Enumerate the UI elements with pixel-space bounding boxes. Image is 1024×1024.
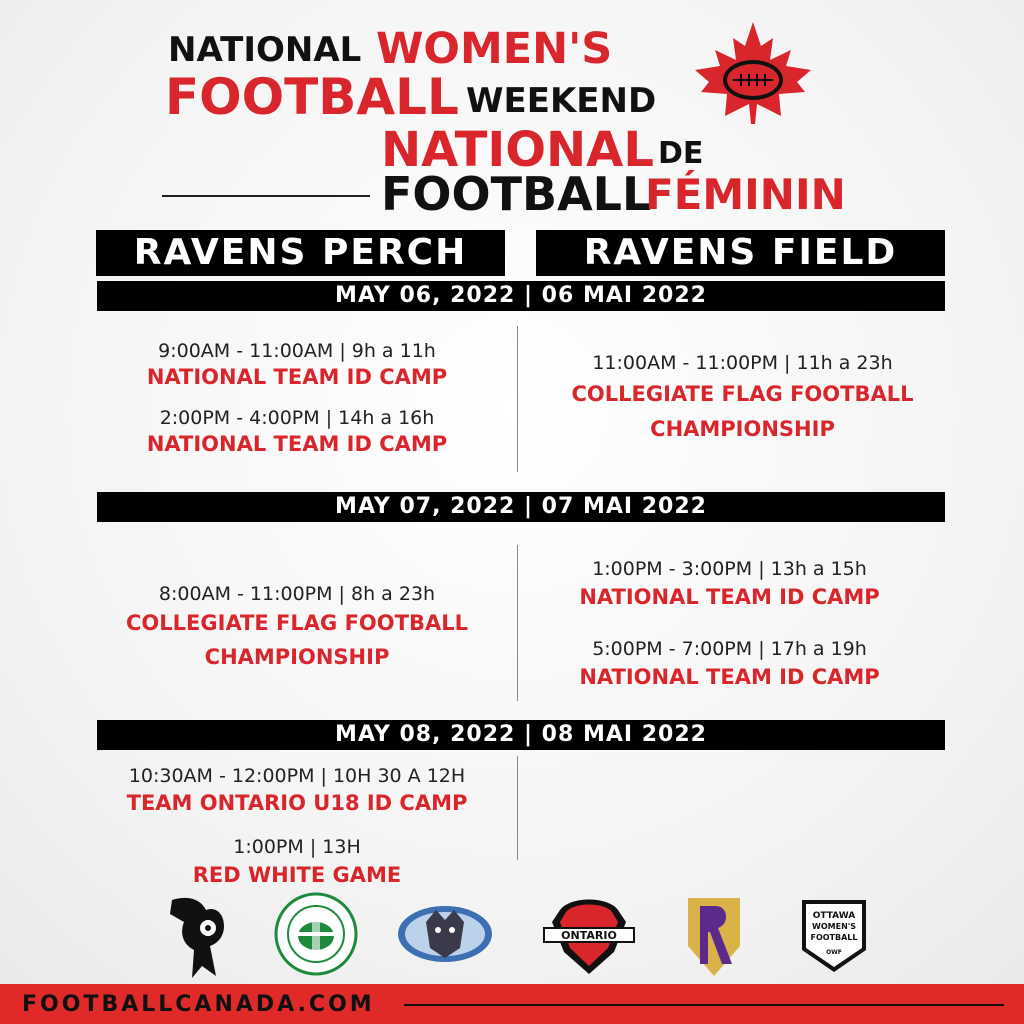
svg-text:WOMEN'S: WOMEN'S bbox=[812, 922, 856, 931]
column-divider bbox=[517, 756, 518, 860]
title-weekend: WEEKEND bbox=[466, 81, 657, 121]
event-name: NATIONAL TEAM ID CAMP bbox=[579, 665, 880, 689]
event-time: 11:00AM - 11:00PM | 11h a 23h bbox=[592, 352, 893, 374]
footer-bar bbox=[0, 984, 1024, 1024]
title-de: DE bbox=[658, 136, 704, 171]
event-time: 1:00PM - 3:00PM | 13h a 15h bbox=[592, 558, 867, 580]
title-feminin: FÉMININ bbox=[645, 170, 846, 219]
ncafa-logo-icon bbox=[274, 892, 358, 976]
ontario-logo-icon bbox=[540, 892, 638, 976]
event-time: 5:00PM - 7:00PM | 17h a 19h bbox=[592, 638, 867, 660]
date-bar-may-07: MAY 07, 2022 | 07 MAI 2022 bbox=[97, 492, 945, 522]
event-name: TEAM ONTARIO U18 ID CAMP bbox=[126, 791, 468, 815]
svg-text:ONTARIO: ONTARIO bbox=[561, 929, 617, 942]
svg-text:OWF: OWF bbox=[826, 949, 842, 956]
event-name: NATIONAL TEAM ID CAMP bbox=[146, 432, 448, 456]
footer-rule bbox=[404, 1004, 1004, 1006]
title-rule bbox=[162, 195, 370, 197]
event-time: 9:00AM - 11:00AM | 9h a 11h bbox=[158, 340, 436, 362]
title-womens: WOMEN'S bbox=[376, 24, 613, 74]
event-name: CHAMPIONSHIP bbox=[650, 417, 835, 441]
column-header-ravens-perch: RAVENS PERCH bbox=[96, 230, 505, 276]
event-time: 8:00AM - 11:00PM | 8h a 23h bbox=[158, 583, 436, 605]
date-bar-may-08: MAY 08, 2022 | 08 MAI 2022 bbox=[97, 720, 945, 750]
event-name: NATIONAL TEAM ID CAMP bbox=[146, 365, 448, 389]
svg-text:FOOTBALL: FOOTBALL bbox=[810, 933, 858, 942]
column-header-ravens-field: RAVENS FIELD bbox=[536, 230, 945, 276]
column-divider bbox=[517, 545, 518, 701]
panthers-logo-icon bbox=[396, 892, 494, 976]
ravens-logo-icon bbox=[162, 892, 242, 982]
ottawa-womens-football-logo-icon bbox=[798, 892, 870, 976]
event-time: 1:00PM | 13H bbox=[233, 836, 361, 858]
event-time: 10:30AM - 12:00PM | 10H 30 A 12H bbox=[128, 765, 466, 787]
regiment-logo-icon bbox=[682, 892, 746, 980]
footer-url-link[interactable]: FOOTBALLCANADA.COM bbox=[22, 992, 375, 1017]
title-football: FOOTBALL bbox=[165, 68, 459, 126]
event-time: 2:00PM - 4:00PM | 14h a 16h bbox=[159, 407, 435, 429]
column-divider bbox=[517, 326, 518, 472]
event-name: COLLEGIATE FLAG FOOTBALL bbox=[126, 611, 468, 635]
title-national: NATIONAL bbox=[168, 30, 362, 70]
svg-text:OTTAWA: OTTAWA bbox=[812, 911, 856, 921]
event-name: COLLEGIATE FLAG FOOTBALL bbox=[571, 382, 914, 406]
event-name: RED WHITE GAME bbox=[192, 863, 402, 887]
event-name: NATIONAL TEAM ID CAMP bbox=[579, 585, 880, 609]
maple-leaf-football-icon bbox=[693, 20, 813, 126]
date-bar-may-06: MAY 06, 2022 | 06 MAI 2022 bbox=[97, 281, 945, 311]
title-football-fr: FOOTBALL bbox=[381, 167, 652, 221]
event-name: CHAMPIONSHIP bbox=[204, 645, 390, 669]
title-national-fr: NATIONAL bbox=[381, 122, 654, 178]
